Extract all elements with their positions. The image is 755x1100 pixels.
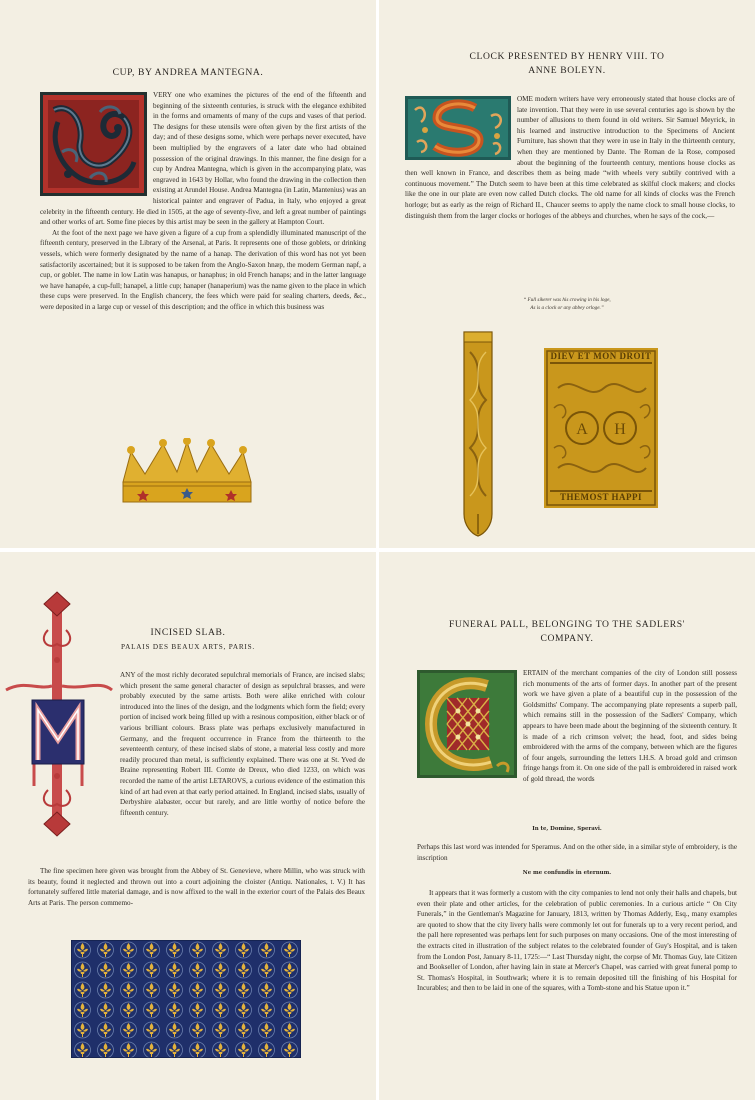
article-body	[405, 94, 735, 221]
drop-cap	[417, 670, 517, 782]
paragraph: VERY one who examines the pictures of the end of the fifteenth and beginning of the sixteenth centuries, is struck with the elegance exhibited in the forms and ornaments of many of the cups and vases of that period. The designs for these utensils were often given by the first artists of the day; and of these designs some, which were perhaps never executed, have been multiplied by the engravers of a later date who had obtained possession of the original drawings. In this manner, the fine design for a cup by Andrea Mantegna, which is given in the accompanying plate, was engraved in 1643 by Hollar, who found the drawing in the collection then existing at Arundel House. Andrea Mantegna (in Latin, Mantenius) was an historical painter and engraver of Padua, in Italy, who enjoyed a great celebrity in the fifteenth century. He died in 1505, at the age of seventy-five, and left a great number of paintings and other works of art. Some fine pieces by this artist may be seen in the gallery at Hampton Court.	[40, 91, 366, 227]
page-title: FUNERAL PALL, BELONGING TO THE SADLERS' COMPANY.	[448, 619, 686, 644]
article-body	[417, 668, 737, 785]
page-title: CUP, BY ANDREA MANTEGNA.	[112, 67, 264, 78]
paragraph: ANY of the most richly decorated sepulchral memorials of France, are incised slabs; which present the same general character of design as sepulchral brasses, and were probably executed by the same artists. Both were alike enriched with colour introduced into the lines of the design, and the lodgments which form the field; every portion of incised work being filled up with a resinous composition, either black or of various brilliant colours. Brass plate was perhaps exclusively manufactured in Germany, and the frequent occurrence in France from the thirteenth to the seventeenth century, of these incised slabs of stone, a material less costly and more readily procured than metal, is sufficiently explained. There was one at St. Yved de Braine representing Robert III. Comte de Dreux, who died 1233, on which was recorded the name of the artist LETAROVS, a curious evidence of the estimation this kind of art had even at that early period attained. In England, incised slabs, usually of Derbyshire alabaster, occur but rarely, and are little worthy of notice before the fifteenth century.	[120, 671, 365, 817]
gold-engraved-panel-icon	[544, 348, 658, 508]
svg-text:A: A	[576, 421, 588, 438]
article-body-middle	[417, 842, 737, 863]
paragraph: ERTAIN of the merchant companies of the city of London still possess rich monuments of the arts of former days. In another part of the present work we have given a plate of a beautiful cup in the possession of the Goldsmiths' Company. The accompanying plate represents a superb pall, which remains still in the possession of the Sadlers' Company, which appears to have been made about the beginning of the sixteenth century. It is made of a rich crimson velvet; the head, foot, and sides being embroidered with the arms of the company, between which are the figures of four angels, surrounding the letters I.H.S. A broad gold and crimson fringe hangs from it. On one side of the pall is embroidered in raised work of gold thread, the words	[523, 669, 737, 783]
panel-motto-bottom: THEMOST HAPPI	[559, 492, 643, 502]
gold-clock-weight-icon	[458, 328, 498, 538]
illuminated-letter-c-icon	[417, 670, 517, 778]
paragraph: The fine specimen here given was brought from the Abbey of St. Genevieve, where Millin, who was struck with its beauty, found it neglected and thrown out into a court adjoining the cloister (Antiqu. Nationales, t. V.) It has fortunately suffered little material damage, and is now affixed to the wall in the exterior court of the Palais des Beaux Arts at Paris. The person commemo-	[28, 867, 365, 907]
page-title: CLOCK PRESENTED BY HENRY VIII. TO ANNE BOLEYN.	[469, 51, 665, 76]
illuminated-letter-s-icon	[405, 96, 511, 160]
article-body-top	[120, 670, 365, 818]
drop-cap	[405, 96, 511, 164]
page-incised-slab	[0, 552, 376, 1100]
motto-in-te-domine: In te, Domine, Speravi.	[532, 826, 602, 832]
article-body	[40, 90, 366, 312]
article-body-bottom	[417, 888, 737, 994]
article-body-bottom	[28, 866, 365, 908]
page-subtitle: PALAIS DES BEAUX ARTS, PARIS.	[120, 643, 256, 651]
paragraph: Perhaps this last word was intended for Speramus. And on the other side, in a similar style of embroidery, is the inscription	[417, 843, 737, 862]
illuminated-letter-v-icon	[40, 92, 147, 196]
illuminated-letter-m-icon	[4, 590, 114, 840]
drop-cap	[40, 92, 147, 200]
paragraph: At the foot of the next page we have given a figure of a cup from a splendidly illuminated manuscript of the fifteenth century, preserved in the Library of the Arsenal, at Paris. It represents one of those goblets, or drinking vessels, which were formerly designated by the name of a hanap. The derivation of this word has not yet been satisfactorily ascertained; but it is supposed to be taken from the Anglo-Saxon hnæp, the modern German napf, a cup, or goblet. The name in low Latin was hanapus, or hanaphus; in old French hanaps; and in the latter language we have hanapée, a cup-full; hanapel, a little cup; hanaper (hanaperium) was the name given to the place in which these cups were preserved. In the English chancery, the fees which were paid for sealing charters, deeds, &c., were deposited in a large cup or vessel of this description; and the office in which this business was	[40, 228, 366, 311]
paragraph: OME modern writers have very erroneously stated that house clocks are of late invention. That they were in use several centuries ago is shown by the number of allusions to them found in old writers. Sir Samuel Meyrick, in his learned and instructive introduction to the Specimens of Ancient Furniture, has shown that they were in use in Italy in the thirteenth century, when they are mentioned by Dante. The Roman de la Rose, composed about the beginning of the fourteenth century, mentions house clocks as then well known in France, and describes them as being made “with wheels very subtily contrived with a continuous movement.” The Dutch seem to have been at this time celebrated as skilful clock makers; and clocks like the one in our plate are even now called Dutch clocks. The old name for all kinds of clocks was the French horloge; but as early as the reign of Richard II., Chaucer seems to apply the name clock to small house clocks, to distinguish them from the larger clocks or horloges of the abbeys and churches, when he says of the cock,—	[405, 95, 735, 220]
blue-fleur-de-lis-pattern-icon	[71, 940, 301, 1058]
page-clock-henry-viii	[379, 0, 755, 548]
gold-crown-icon	[117, 438, 257, 508]
paragraph: It appears that it was formerly a custom with the city companies to lend not only their halls and chapels, but even their plate and other articles, for the celebration of public ceremonies. In a curious article “ On City Funerals,” in the Gentleman's Magazine for January, 1813, written by Thomas Adderly, Esq., many examples are quoted to show that the city livery halls were commonly let out for funerals up to a very recent period, and the pall here represented was perhaps lent for such purposes on many occasions. One of the most interesting of the extracts cited in illustration of the subject relates to the celebrated founder of Guy's Hospital, and is taken from the London Post, January 8-11, 1725:—“ Last Thursday night, the corpse of Mr. Thomas Guy, late Citizen and Bookseller of London, after having lain in state at Mercer's Chapel, was carried with great funeral pomp to St. Thomas's Hospital, in Southwark; where it is to remain deposited till the finishing of his Hospital for Incurables; and then to be laid in one of the squares, with a Tomb-stone and his Statue upon it.”	[417, 889, 737, 993]
page-title: INCISED SLAB.	[150, 627, 226, 638]
page-cup-mantegna	[0, 0, 376, 548]
page-funeral-pall	[379, 552, 755, 1100]
svg-text:H: H	[614, 421, 626, 438]
panel-motto-top: DIEV ET MON DROIT	[550, 351, 652, 361]
motto-ne-me-confundis: Ne me confundis in eternum.	[522, 870, 612, 876]
chaucer-quote: “ Full sikerer was his crowing in his loge, As is a clock or any abbey orloge.”	[523, 297, 611, 311]
